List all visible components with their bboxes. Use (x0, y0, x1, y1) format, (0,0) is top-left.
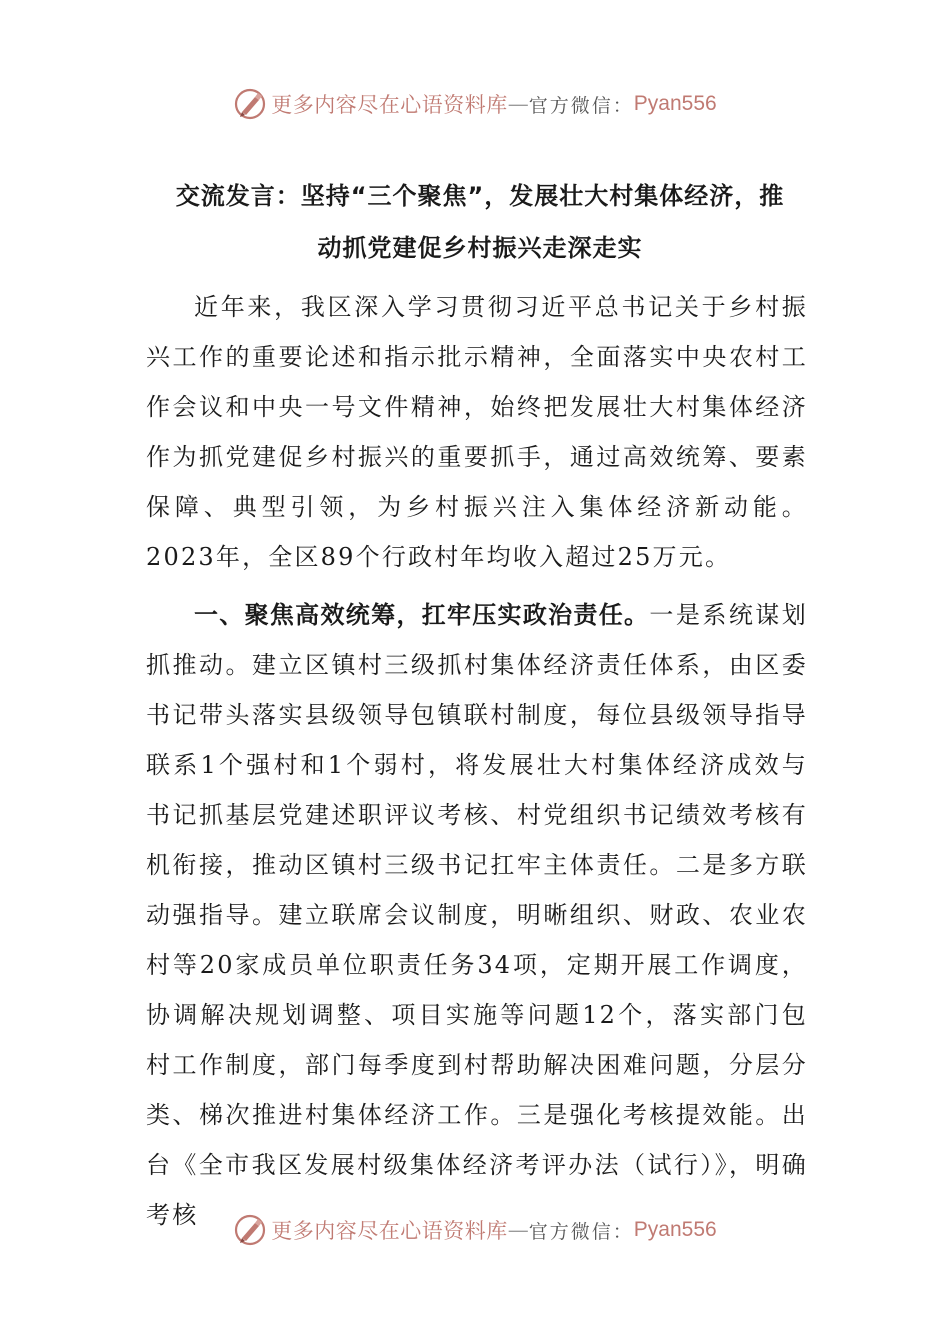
section-1-heading: 一、聚焦高效统筹，扛牢压实政治责任。 (194, 601, 650, 629)
watermark-header (0, 84, 950, 124)
watermark-label: 官方微信： (528, 1220, 634, 1243)
title-line-2: 动抓党建促乡村振兴走深走实 (317, 234, 643, 262)
watermark-label: 官方微信： (528, 94, 634, 117)
document-title (150, 170, 810, 274)
watermark-footer (0, 1210, 950, 1250)
watermark-site-text: 更多内容尽在心语资料库 (271, 1219, 508, 1243)
section-1-body: 一是系统谋划抓推动。建立区镇村三级抓村集体经济责任体系，由区委书记带头落实县级领导包镇联村制度，每位县级领导指导联系1个强村和1个弱村，将发展壮大村集体经济成效与书记抓基层党建述职评议考核、村党组织书记绩效考核有机衔接，推动区镇村三级书记扛牢主体责任。二是多方联动强指导。建立联席会议制度，明晰组织、财政、农业农村等20家成员单位职责任务34项，定期开展工作调度，协调解决规划调整、项目实施等问题12个，落实部门包村工作制度，部门每季度到村帮助解决困难问题，分层分类、梯次推进村集体经济工作。三是强化考核提效能。出台《全市我区发展村级集体经济考评办法（试行）》，明确考核 (146, 601, 809, 1229)
title-line-1: 交流发言：坚持“三个聚焦”，发展壮大村集体经济，推 (175, 182, 785, 210)
pen-logo-icon (233, 1213, 267, 1247)
pen-logo-icon (233, 87, 267, 121)
document-body (146, 282, 808, 1240)
watermark-separator: — (507, 92, 529, 116)
section-1-paragraph (146, 590, 808, 1240)
watermark-account: Pyan556 (633, 92, 717, 115)
watermark-separator: — (507, 1218, 529, 1242)
intro-paragraph: 近年来，我区深入学习贯彻习近平总书记关于乡村振兴工作的重要论述和指示批示精神，全面落实中央农村工作会议和中央一号文件精神，始终把发展壮大村集体经济作为抓党建促乡村振兴的重要抓手，通过高效统筹、要素保障、典型引领，为乡村振兴注入集体经济新动能。2023年，全区89个行政村年均收入超过25万元。 (146, 293, 808, 571)
watermark-account: Pyan556 (633, 1218, 717, 1241)
watermark-site-text: 更多内容尽在心语资料库 (271, 93, 508, 117)
